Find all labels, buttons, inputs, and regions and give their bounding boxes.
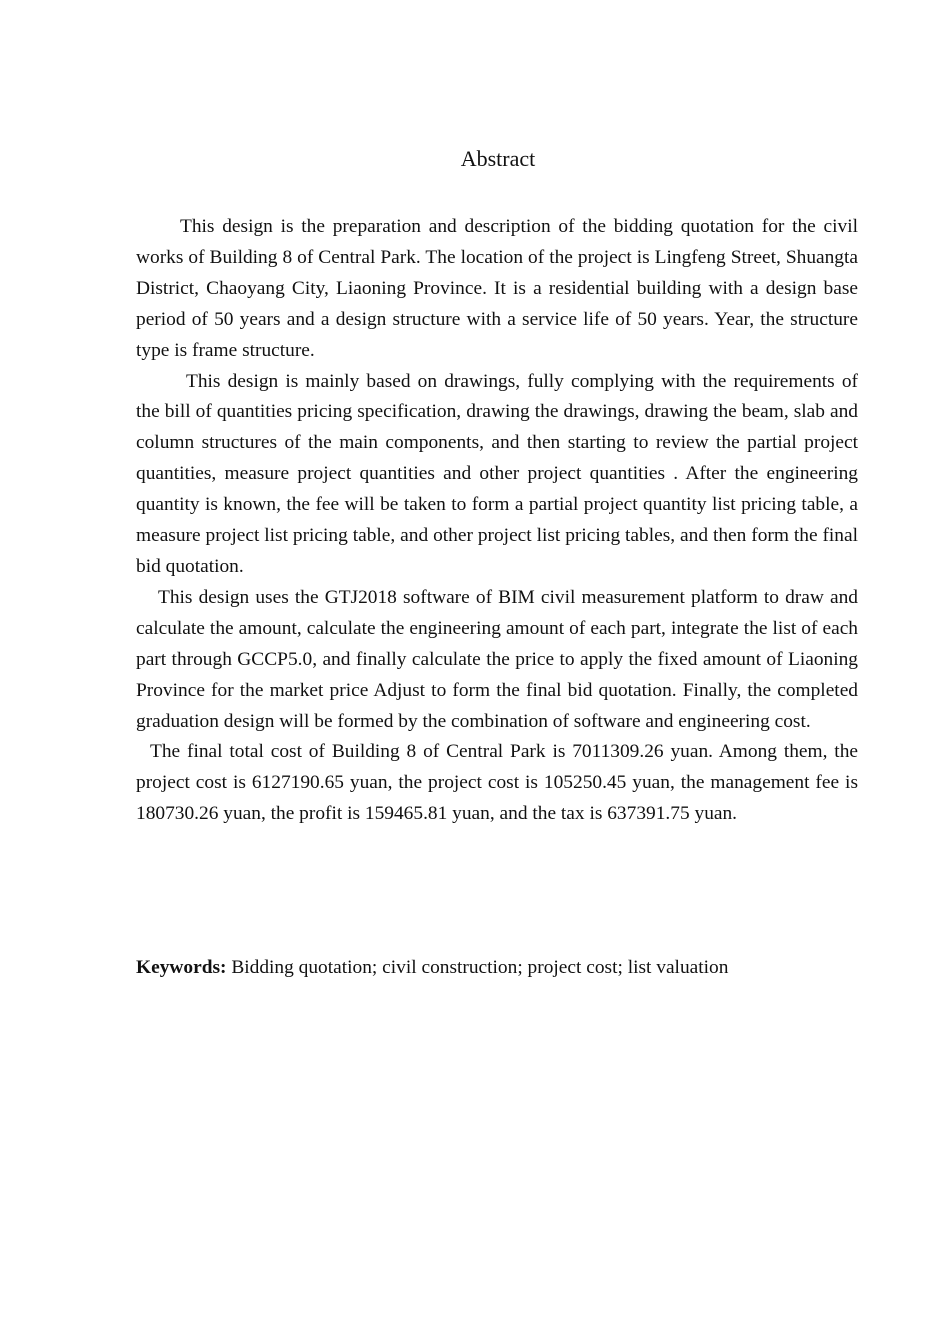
keywords-line [136,953,858,984]
abstract-body [136,212,858,830]
abstract-paragraph-4: The final total cost of Building 8 of Central Park is 7011309.26 yuan. Among them, the project cost is 6127190.65 yuan, the project cost is 105250.45 yuan, the management fee is 180730.26 yuan, the profit is 159465.81 yuan, and the tax is 637391.75 yuan. [136,741,858,825]
abstract-paragraph-2: This design is mainly based on drawings, fully complying with the requirements of the bill of quantities pricing specification, drawing the drawings, drawing the beam, slab and column structures of the main components, and then starting to review the partial project quantities, measure project quantities and other project quantities . After the engineering quantity is known, the fee will be taken to form a partial project quantity list pricing table, a measure project list pricing table, and other project list pricing tables, and then form the final bid quotation. [136,370,858,577]
keywords-text: Bidding quotation; civil construction; project cost; list valuation [226,957,729,978]
abstract-title: Abstract [460,146,536,171]
abstract-paragraph-3: This design uses the GTJ2018 software of BIM civil measurement platform to draw and calculate the amount, calculate the engineering amount of each part, integrate the list of each part through GCCP5.0, and finally calculate the price to apply the fixed amount of Liaoning Province for the market price Adjust to form the final bid quotation. Finally, the completed graduation design will be formed by the combination of software and engineering cost. [136,586,858,732]
abstract-paragraph-1: This design is the preparation and description of the bidding quotation for the civil works of Building 8 of Central Park. The location of the project is Lingfeng Street, Shuangta District, Chaoyang City, Liaoning Province. It is a residential building with a design base period of 50 years and a design structure with a service life of 50 years. Year, the structure type is frame structure. [136,216,858,361]
keywords-label: Keywords: [136,957,227,978]
